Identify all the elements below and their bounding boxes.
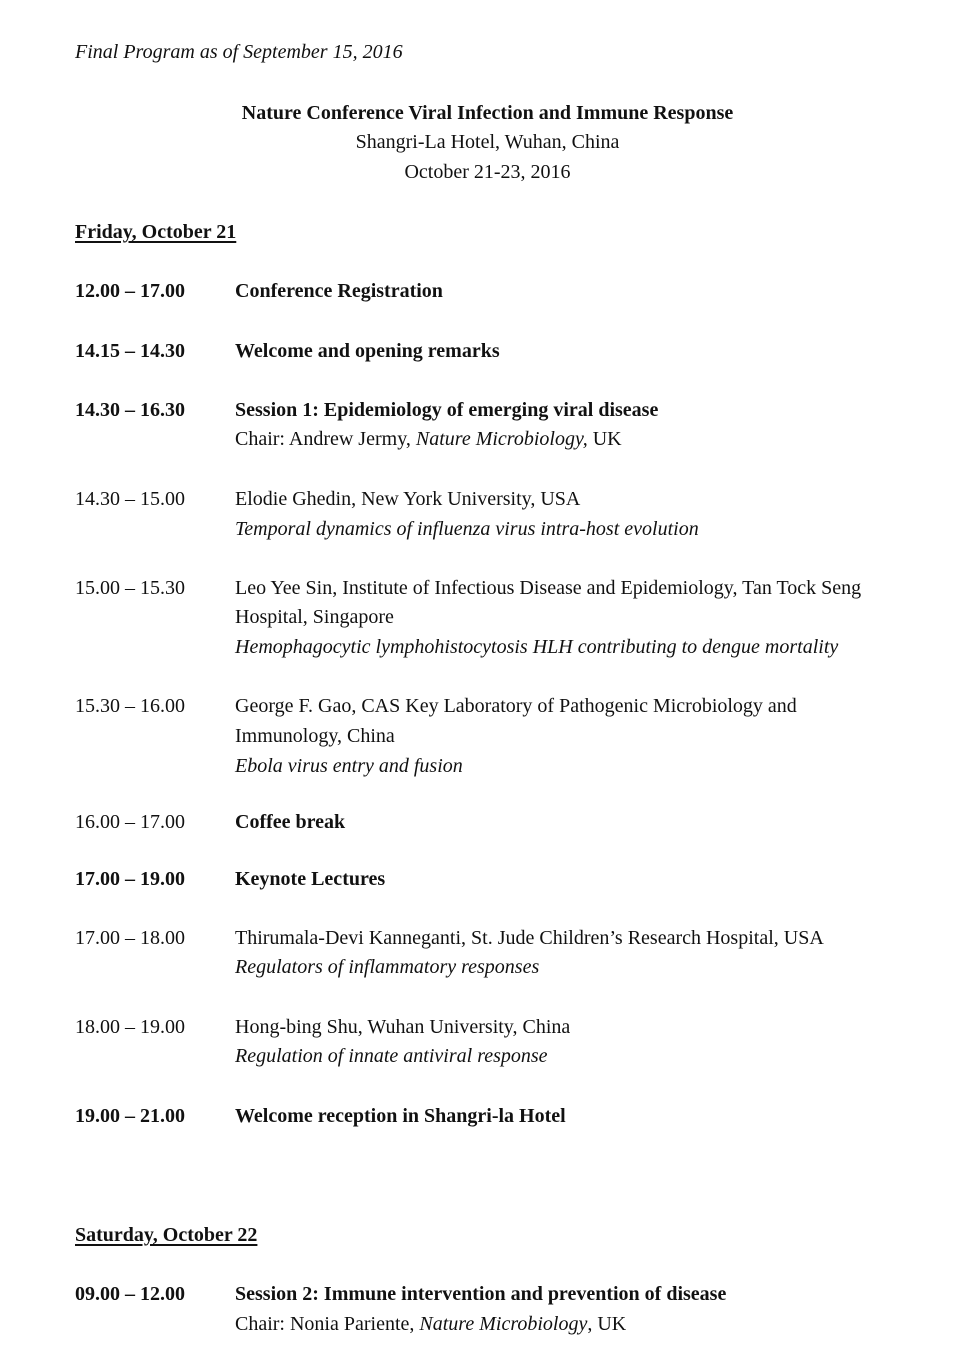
entry-time: 15.30 – 16.00 [75, 695, 185, 717]
entry-time: 17.00 – 19.00 [75, 868, 185, 890]
entry-time: 15.00 – 15.30 [75, 577, 185, 599]
entry-title: Welcome reception in Shangri-la Hotel [235, 1105, 566, 1127]
entry-title: Coffee break [235, 811, 346, 833]
speaker: Hong-bing Shu, Wuhan University, China [235, 1016, 571, 1038]
entry-time: 12.00 – 17.00 [75, 280, 185, 302]
talk-title: Regulation of innate antiviral response [235, 1045, 548, 1067]
day-heading-friday: Friday, October 21 [75, 221, 237, 243]
talk-title: Ebola virus entry and fusion [235, 755, 463, 777]
chair-country: , UK [587, 1313, 627, 1335]
chair-name: Chair: Andrew Jermy, [235, 428, 416, 450]
entry-time: 17.00 – 18.00 [75, 927, 185, 949]
conference-venue: Shangri-La Hotel, Wuhan, China [355, 131, 620, 153]
chair-journal: Nature Microbiology [419, 1313, 588, 1335]
chair-country: UK [587, 428, 622, 450]
entry-time: 18.00 – 19.00 [75, 1016, 185, 1038]
speaker: Thirumala-Devi Kanneganti, St. Jude Children’s Research Hospital, USA [235, 927, 824, 949]
speaker: Elodie Ghedin, New York University, USA [235, 488, 581, 510]
talk-title: Hemophagocytic lymphohistocytosis HLH contributing to dengue mortality [235, 636, 839, 658]
entry-time: 19.00 – 21.00 [75, 1105, 185, 1127]
session-chair [235, 1313, 626, 1336]
conference-title: Nature Conference Viral Infection and Immune Response [241, 102, 734, 124]
talk-title: Temporal dynamics of influenza virus intra-host evolution [235, 518, 699, 540]
speaker: Leo Yee Sin, Institute of Infectious Disease and Epidemiology, Tan Tock Seng [235, 577, 862, 599]
speaker: George F. Gao, CAS Key Laboratory of Pathogenic Microbiology and [235, 695, 797, 717]
entry-title: Conference Registration [235, 280, 443, 302]
chair-name: Chair: Nonia Pariente, [235, 1313, 420, 1335]
session-title: Session 1: Epidemiology of emerging viral disease [235, 399, 659, 421]
day-heading-saturday: Saturday, October 22 [75, 1224, 258, 1246]
conference-dates: October 21-23, 2016 [404, 161, 571, 183]
session-title: Session 2: Immune intervention and prevention of disease [235, 1283, 727, 1305]
talk-title: Regulators of inflammatory responses [235, 956, 540, 978]
chair-journal: Nature Microbiology, [415, 428, 588, 450]
entry-title: Welcome and opening remarks [235, 340, 500, 362]
speaker-cont: Immunology, China [235, 725, 395, 747]
entry-time: 16.00 – 17.00 [75, 811, 185, 833]
entry-time: 14.30 – 15.00 [75, 488, 185, 510]
entry-time: 09.00 – 12.00 [75, 1283, 185, 1305]
program-note: Final Program as of September 15, 2016 [75, 41, 403, 63]
session-chair [235, 428, 622, 451]
entry-time: 14.30 – 16.30 [75, 399, 185, 421]
entry-time: 14.15 – 14.30 [75, 340, 185, 362]
entry-title: Keynote Lectures [235, 868, 386, 890]
speaker-cont: Hospital, Singapore [235, 606, 394, 628]
